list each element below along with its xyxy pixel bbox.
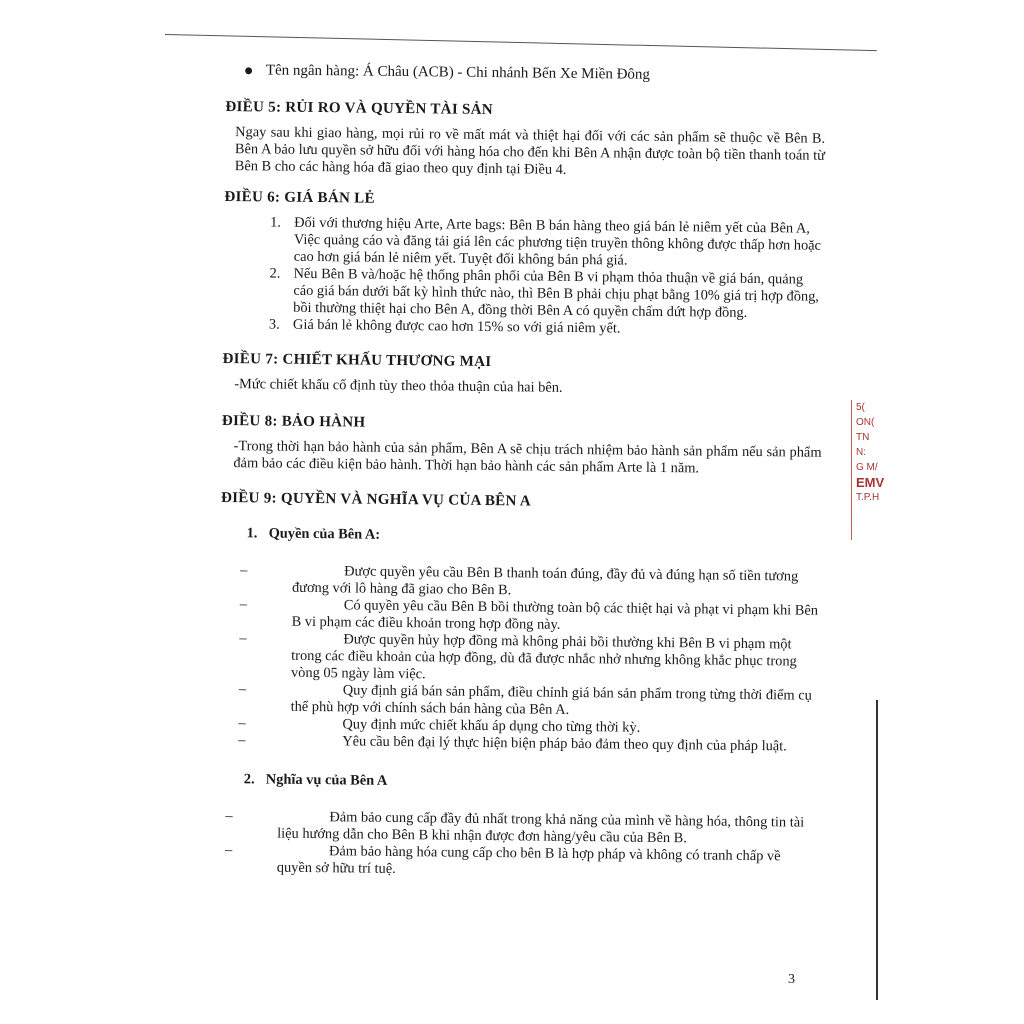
item-text: Được quyền yêu cầu Bên B thanh toán đúng, đầy đủ và đúng hạn số tiền tương đương với lô hàng đã giao cho Bên B. bbox=[291, 563, 799, 599]
dash-marker: – bbox=[238, 732, 246, 749]
dash-marker: – bbox=[240, 562, 248, 579]
list-item bbox=[224, 842, 817, 883]
stamp-text: G M/ bbox=[856, 462, 878, 473]
item-number: 2. bbox=[269, 265, 281, 282]
item-text: Quy định mức chiết khấu áp dụng cho từng thời kỳ. bbox=[342, 716, 641, 736]
obligations-number: 2. bbox=[243, 771, 255, 788]
rights-title: Quyền của Bên A: bbox=[268, 525, 381, 543]
stamp-text: N: bbox=[856, 447, 866, 458]
item-number: 3. bbox=[268, 316, 280, 333]
rights-number: 1. bbox=[246, 525, 258, 542]
obligations-title: Nghĩa vụ của Bên A bbox=[265, 771, 388, 789]
dash-marker: – bbox=[238, 715, 246, 732]
dash-marker: – bbox=[239, 596, 248, 613]
stamp-text: EMV bbox=[856, 475, 885, 490]
article-7-text: -Mức chiết khấu cố định tùy theo thỏa thuận của hai bên. bbox=[234, 376, 563, 396]
bank-name-line bbox=[243, 62, 826, 85]
obligations-heading bbox=[243, 771, 818, 794]
item-text: Nếu Bên B và/hoặc hệ thống phân phối của Bên B vi phạm thỏa thuận về giá bán, quảng cáo giá bán dưới bất kỳ hình thức nào, thì Bên B phải chịu phạt bằng 10% giá trị hợp đồng, bồi thường thiệt hại cho Bên A, đồng thời Bên A có quyền chấm dứt hợp đồng. bbox=[293, 265, 820, 321]
item-text: Yêu cầu bên đại lý thực hiện biện pháp bảo đảm theo quy định của pháp luật. bbox=[342, 733, 787, 755]
item-number: 1. bbox=[270, 214, 282, 231]
bank-name-text: Tên ngân hàng: Á Châu (ACB) - Chi nhánh Bến Xe Miền Đông bbox=[265, 62, 651, 83]
list-item bbox=[239, 630, 820, 688]
page-number: 3 bbox=[788, 972, 795, 987]
scanned-page-right-edge bbox=[876, 700, 878, 1000]
item-text: Đảm bảo cung cấp đầy đủ nhất trong khả năng của mình về hàng hóa, thông tin tài liệu hướng dẫn cho Bên B khi nhận được đơn hàng/yêu cầu của Bên B. bbox=[277, 809, 805, 847]
dash-marker: – bbox=[239, 630, 247, 647]
item-text: Được quyền hủy hợp đồng mà không phải bồi thường khi Bên B vi phạm một trong các điều khoản của hợp đồng, dù đã được nhắc nhở nhưng không khắc phục trong vòng 05 ngày làm việc. bbox=[290, 631, 797, 683]
stamp-text: 5( bbox=[856, 402, 865, 413]
list-item bbox=[246, 214, 825, 272]
bullet-icon: ● bbox=[243, 62, 254, 80]
article-8-title: ĐIỀU 8: BẢO HÀNH bbox=[221, 412, 366, 431]
article-7-title: ĐIỀU 7: CHIẾT KHẤU THƯƠNG MẠI bbox=[222, 350, 492, 371]
contract-page bbox=[217, 58, 826, 883]
scanned-page-top-edge bbox=[165, 34, 877, 51]
article-6-list bbox=[223, 214, 824, 340]
item-text: Đối với thương hiệu Arte, Arte bags: Bên B bán hàng theo giá bán lẻ niêm yết của Bên A, Việc quảng cáo và đăng tải giá lên các phương tiện truyền thông không được thấp hơn hoặc cao hơn giá bán lẻ niêm yết. Tuyệt đối không bán phá giá. bbox=[293, 214, 822, 269]
stamp-text: TN bbox=[856, 432, 870, 443]
article-9-title: ĐIỀU 9: QUYỀN VÀ NGHĨA VỤ CỦA BÊN A bbox=[220, 489, 532, 510]
rights-heading bbox=[246, 525, 821, 549]
dash-marker: – bbox=[225, 808, 233, 825]
article-5-title: ĐIỀU 5: RỦI RO VÀ QUYỀN TÀI SẢN bbox=[225, 98, 494, 119]
list-item bbox=[245, 265, 824, 323]
item-text: Giá bán lẻ không được cao hơn 15% so với giá niêm yết. bbox=[292, 316, 621, 337]
article-6-title: ĐIỀU 6: GIÁ BÁN LẺ bbox=[224, 188, 375, 207]
item-text: Có quyền yêu cầu Bên B bồi thường toàn bộ các thiệt hại và phạt vi phạm khi Bên B vi phạm các điều khoản trong hợp đồng này. bbox=[291, 597, 819, 633]
stamp-text: ON( bbox=[856, 417, 875, 428]
red-stamp-fragment bbox=[851, 400, 885, 540]
dash-marker: – bbox=[238, 681, 247, 698]
article-5-text: Ngay sau khi giao hàng, mọi rủi ro về mất mát và thiệt hại đối với các sản phẩm sẽ thuộc về Bên B. Bên A bảo lưu quyền sở hữu đối với hàng hóa cho đến khi Bên A nhận được toàn bộ tiền thanh toán từ Bên B cho các hàng hóa đã giao theo quy định tại Điều 4. bbox=[234, 124, 826, 178]
dash-marker: – bbox=[224, 842, 233, 859]
article-8-text: -Trong thời hạn bảo hành của sản phẩm, Bên A sẽ chịu trách nhiệm bảo hành sản phẩm nếu sản phẩm đảm bảo các điều kiện bảo hành. Thời hạn bảo hành các sản phẩm Arte là 1 năm. bbox=[233, 438, 822, 477]
stamp-text: T.P.H bbox=[856, 492, 880, 503]
item-text: Quy định giá bán sản phẩm, điều chỉnh giá bán sản phẩm trong từng thời điểm cụ thể phù hợp với chính sách bán hàng của Bên A. bbox=[290, 682, 812, 718]
item-text: Đảm bảo hàng hóa cung cấp cho bên B là hợp pháp và không có tranh chấp về quyền sở hữu trí tuệ. bbox=[276, 843, 781, 877]
